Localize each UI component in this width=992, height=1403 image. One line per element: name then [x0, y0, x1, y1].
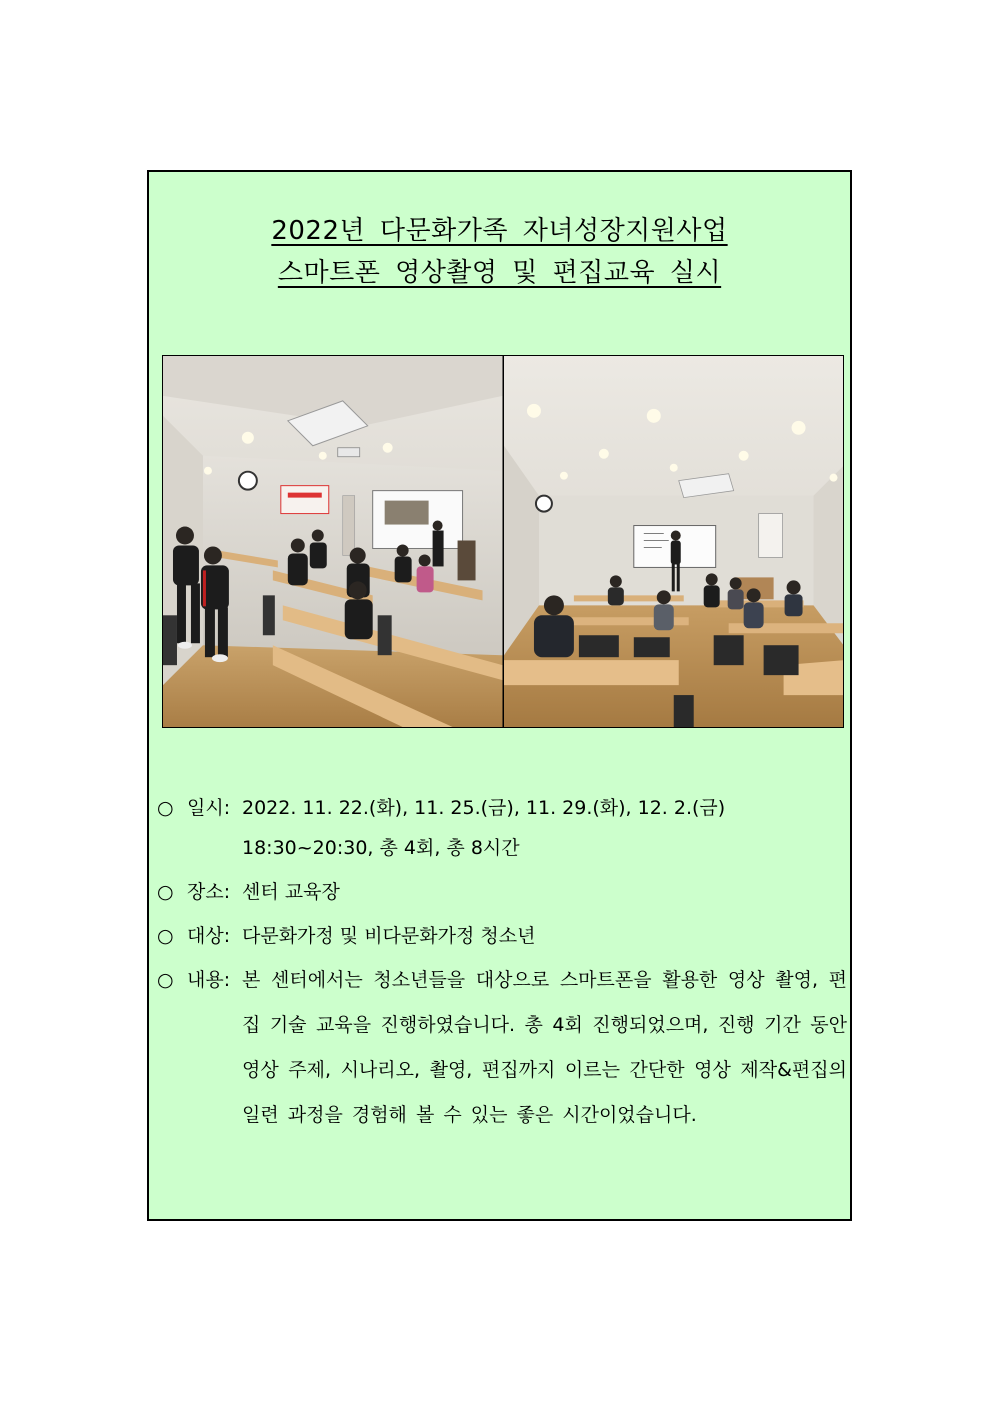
place-value: 센터 교육장 [242, 881, 340, 903]
bullet-icon: ○ [157, 797, 174, 819]
content-row [157, 966, 847, 1138]
place-row [157, 878, 847, 906]
bullet-icon: ○ [157, 969, 174, 991]
target-label: 대상: [187, 925, 231, 947]
target-value: 다문화가정 및 비다문화가정 청소년 [242, 925, 536, 947]
photo-strip [162, 355, 844, 728]
content-label: 내용: [187, 969, 231, 991]
title-line-1: 2022년 다문화가족 자녀성장지원사업 [271, 216, 728, 246]
bullet-icon: ○ [157, 881, 174, 903]
time-value: 18:30~20:30, 총 4회, 총 8시간 [242, 837, 520, 859]
place-label: 장소: [187, 881, 231, 903]
title-block [149, 210, 850, 294]
date-value: 2022. 11. 22.(화), 11. 25.(금), 11. 29.(화), 12. 2.(금) [242, 797, 726, 819]
content-box [147, 170, 852, 1221]
content-value: 본 센터에서는 청소년들을 대상으로 스마트폰을 활용한 영상 촬영, 편집 기술 교육을 진행하였습니다. 총 4회 진행되었으며, 진행 기간 동안 영상 주제, 시나리오, 촬영, 편집까지 이르는 간단한 영상 제작&편집의 일련 과정을 경험해 볼 수 있는 좋은 시간이었습니다. [242, 969, 847, 1126]
classroom-photo-left [163, 356, 503, 727]
title-line-2: 스마트폰 영상촬영 및 편집교육 실시 [277, 258, 722, 288]
bullet-icon: ○ [157, 925, 174, 947]
target-row [157, 922, 847, 950]
date-row [157, 794, 847, 822]
date-label: 일시: [187, 797, 231, 819]
classroom-photo-right [503, 356, 844, 727]
info-section [157, 794, 847, 1154]
